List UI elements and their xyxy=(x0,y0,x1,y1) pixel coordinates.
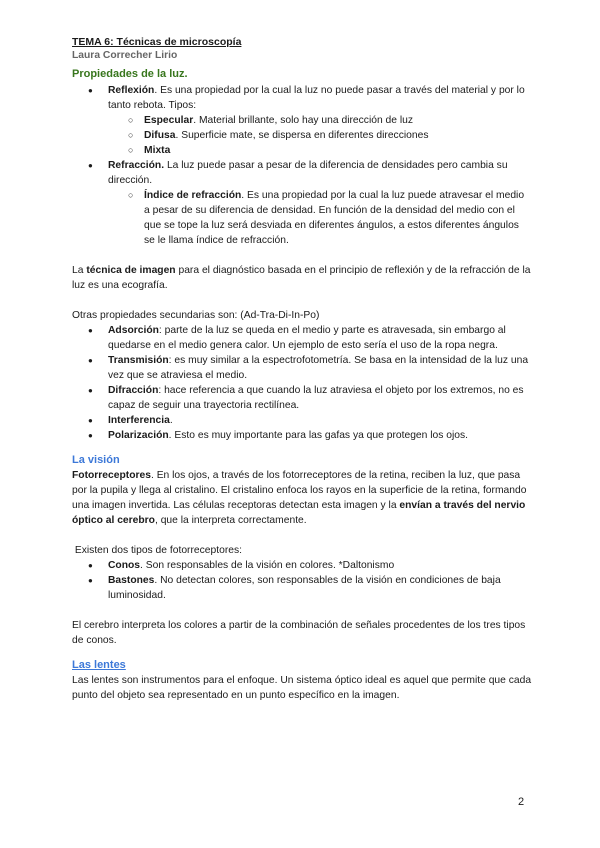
text-conos: . Son responsables de la visión en colores. *Daltonismo xyxy=(140,560,395,571)
secundarias-list xyxy=(72,323,532,443)
tipos-reflexion-list xyxy=(108,113,532,158)
term-difraccion: Difracción xyxy=(108,385,159,396)
list-item xyxy=(72,383,532,413)
paragraph-cerebro: El cerebro interpreta los colores a partir de la combinación de señales procedentes de los tres tipos de conos. xyxy=(72,620,526,646)
paragraph-lentes: Las lentes son instrumentos para el enfoque. Un sistema óptico ideal es aquel que permite que cada punto del objeto sea representado en un punto específico en la imagen. xyxy=(72,675,532,701)
term-bastones: Bastones xyxy=(108,575,155,586)
tecnica-post: para el diagnóstico basada en el principio de reflexión y de la refracción de la luz es una ecografía. xyxy=(72,265,531,291)
paragraph-fotorreceptores xyxy=(72,468,532,528)
term-conos: Conos xyxy=(108,560,141,571)
term-adsorcion: Adsorción xyxy=(108,325,159,336)
text-indice: . Es una propiedad por la cual la luz puede atravesar el medio a pesar de su diferencia de densidad. En función de la densidad del medio con el que se tope la luz será desviada en diferentes ángulos, a estos diferentes ángulos se le llama índice de refracción. xyxy=(144,190,525,246)
term-refraccion: Refracción. xyxy=(108,160,165,171)
term-fotorreceptores: Fotorreceptores xyxy=(72,470,151,481)
text-fotorreceptores: . En los ojos, a través de los fotorreceptores de la retina, reciben la luz, que pasa por la pupila y llega al cristalino. El cristalino enfoca los rayos en la superficie de la retina, formando una imagen invertida. Las células receptoras detectan esta imagen y la xyxy=(72,470,527,511)
text-interferencia: . xyxy=(169,415,173,426)
list-item-indice xyxy=(108,188,532,248)
list-item xyxy=(72,323,532,353)
term-transmision: Transmisión xyxy=(108,355,169,366)
tecnica-pre: La xyxy=(72,265,87,276)
document-author: Laura Correcher Lirio xyxy=(72,50,178,61)
text-bastones: . No detectan colores, son responsables de la visión en condiciones de baja luminosidad. xyxy=(108,575,501,601)
text-especular: . Material brillante, solo hay una dirección de luz xyxy=(193,115,414,126)
page-number: 2 xyxy=(518,796,525,808)
term-interferencia: Interferencia xyxy=(108,415,170,426)
list-item-conos xyxy=(72,558,532,573)
term-polarizacion: Polarización xyxy=(108,430,169,441)
term-nervio-optico: envían a través del nervio óptico al cerebro xyxy=(72,500,526,526)
list-item xyxy=(72,353,532,383)
paragraph-tecnica xyxy=(72,263,532,293)
text-refraccion: La luz puede pasar a pesar de la diferencia de densidades pero cambia su dirección. xyxy=(108,160,508,186)
term-difusa: Difusa xyxy=(144,130,176,141)
term-mixta: Mixta xyxy=(144,145,171,156)
term-reflexion: Reflexión xyxy=(108,85,155,96)
list-item-refraccion xyxy=(72,158,532,248)
term-indice: Índice de refracción xyxy=(144,190,242,201)
section-heading-vision: La visión xyxy=(72,454,120,466)
list-item-bastones xyxy=(72,573,532,603)
secundarias-intro: Otras propiedades secundarias son: (Ad-Tra-Di-In-Po) xyxy=(72,310,320,321)
term-tecnica: técnica de imagen xyxy=(86,265,176,276)
text-adsorcion: : parte de la luz se queda en el medio y parte es atravesada, sin embargo al quedarse en el medio genera calor. Un ejemplo de esto sería el uso de la ropa negra. xyxy=(108,325,506,351)
list-item-mixta xyxy=(108,143,532,158)
refraccion-sublist xyxy=(108,188,532,248)
list-item xyxy=(72,428,532,443)
list-item-difusa xyxy=(108,128,532,143)
section-heading-propiedades: Propiedades de la luz. xyxy=(72,68,188,80)
page-content xyxy=(72,35,532,703)
text-fotorreceptores-end: , que la interpreta correctamente. xyxy=(154,515,307,526)
section-heading-lentes: Las lentes xyxy=(72,659,126,671)
text-difusa: . Superficie mate, se dispersa en diferentes direcciones xyxy=(175,130,429,141)
tipos-intro: Existen dos tipos de fotorreceptores: xyxy=(72,545,242,556)
document-title: TEMA 6: Técnicas de microscopía xyxy=(72,36,242,48)
text-reflexion: . Es una propiedad por la cual la luz no puede pasar a través del material y por lo tanto rebota. Tipos: xyxy=(108,85,525,111)
text-difraccion: : hace referencia a que cuando la luz atraviesa el objeto por los extremos, no es capaz de seguir una trayectoria rectilínea. xyxy=(108,385,524,411)
propiedades-list xyxy=(72,83,532,248)
text-transmision: : es muy similar a la espectrofotometría. Se basa en la intensidad de la luz una vez que se atraviesa el medio. xyxy=(108,355,529,381)
term-especular: Especular xyxy=(144,115,194,126)
text-polarizacion: . Esto es muy importante para las gafas ya que protegen los ojos. xyxy=(168,430,469,441)
fotorreceptores-list xyxy=(72,558,532,603)
list-item-especular xyxy=(108,113,532,128)
list-item-reflexion xyxy=(72,83,532,158)
list-item xyxy=(72,413,532,428)
